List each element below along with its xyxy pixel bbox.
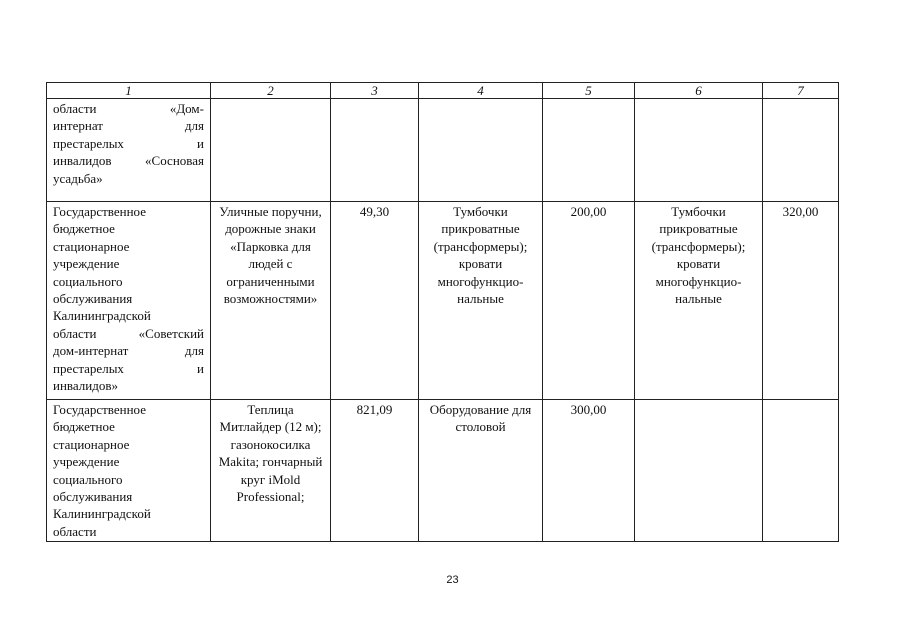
col-header-5: 5 [543, 83, 635, 99]
col-header-1: 1 [47, 83, 211, 99]
equipment-cell [635, 400, 763, 542]
amount-cell: 49,30 [331, 202, 419, 400]
equipment-cell [211, 99, 331, 202]
table-row [47, 400, 839, 542]
institution-line: Калининградской [53, 308, 151, 324]
institution-line: инвалидов» [53, 378, 118, 394]
institution-line: области «Советский [53, 325, 204, 341]
institution-line: бюджетное [53, 419, 115, 435]
institution-line: обслуживания [53, 291, 133, 307]
equipment-cell: Тумбочки прикроватные (трансформеры); кровати многофункцио-нальные [419, 202, 543, 400]
page-number: 23 [446, 574, 459, 586]
col-header-4: 4 [419, 83, 543, 99]
institution-line: обслуживания [53, 489, 133, 505]
institution-line: престарелых и [53, 135, 204, 151]
amount-cell [331, 99, 419, 202]
table-row [47, 202, 839, 400]
institution-line: бюджетное [53, 221, 115, 237]
institution-line: стационарное [53, 238, 130, 254]
institution-cell [47, 202, 211, 400]
institution-line: области [53, 523, 97, 539]
equipment-cell: Оборудование для столовой [419, 400, 543, 542]
amount-cell: 821,09 [331, 400, 419, 542]
institution-line: области «Дом- [53, 101, 204, 116]
header-row [47, 83, 839, 99]
amount-cell [763, 400, 839, 542]
equipment-cell [419, 99, 543, 202]
col-header-7: 7 [763, 83, 839, 99]
equipment-cell: Уличные поручни, дорожные знаки «Парковка для людей с ограниченными возможностями» [211, 202, 331, 400]
institution-line: Государственное [53, 402, 146, 417]
amount-cell [543, 99, 635, 202]
col-header-3: 3 [331, 83, 419, 99]
institution-line: Государственное [53, 204, 146, 219]
institution-line: инвалидов «Сосновая [53, 153, 204, 169]
equipment-cell [635, 99, 763, 202]
institution-line: социального [53, 273, 123, 289]
col-header-6: 6 [635, 83, 763, 99]
institution-line: социального [53, 471, 123, 487]
institution-line: Калининградской [53, 506, 151, 522]
col-header-2: 2 [211, 83, 331, 99]
institution-line: учреждение [53, 454, 120, 470]
institution-line: дом-интернат для [53, 343, 204, 359]
amount-cell [763, 99, 839, 202]
equipment-cell: Теплица Митлайдер (12 м); газонокосилка Makita; гончарный круг iMold Professional; [211, 400, 331, 542]
amount-cell: 320,00 [763, 202, 839, 400]
institution-line: стационарное [53, 436, 130, 452]
institution-line: престарелых и [53, 360, 204, 376]
amount-cell: 300,00 [543, 400, 635, 542]
institution-line: учреждение [53, 256, 120, 272]
institution-cell [47, 99, 211, 202]
institution-line: интернат для [53, 118, 204, 134]
amount-cell: 200,00 [543, 202, 635, 400]
equipment-cell: Тумбочки прикроватные (трансформеры); кровати многофункцио-нальные [635, 202, 763, 400]
table-row [47, 99, 839, 202]
data-table [46, 82, 839, 542]
institution-line: усадьба» [53, 170, 103, 186]
institution-cell [47, 400, 211, 542]
